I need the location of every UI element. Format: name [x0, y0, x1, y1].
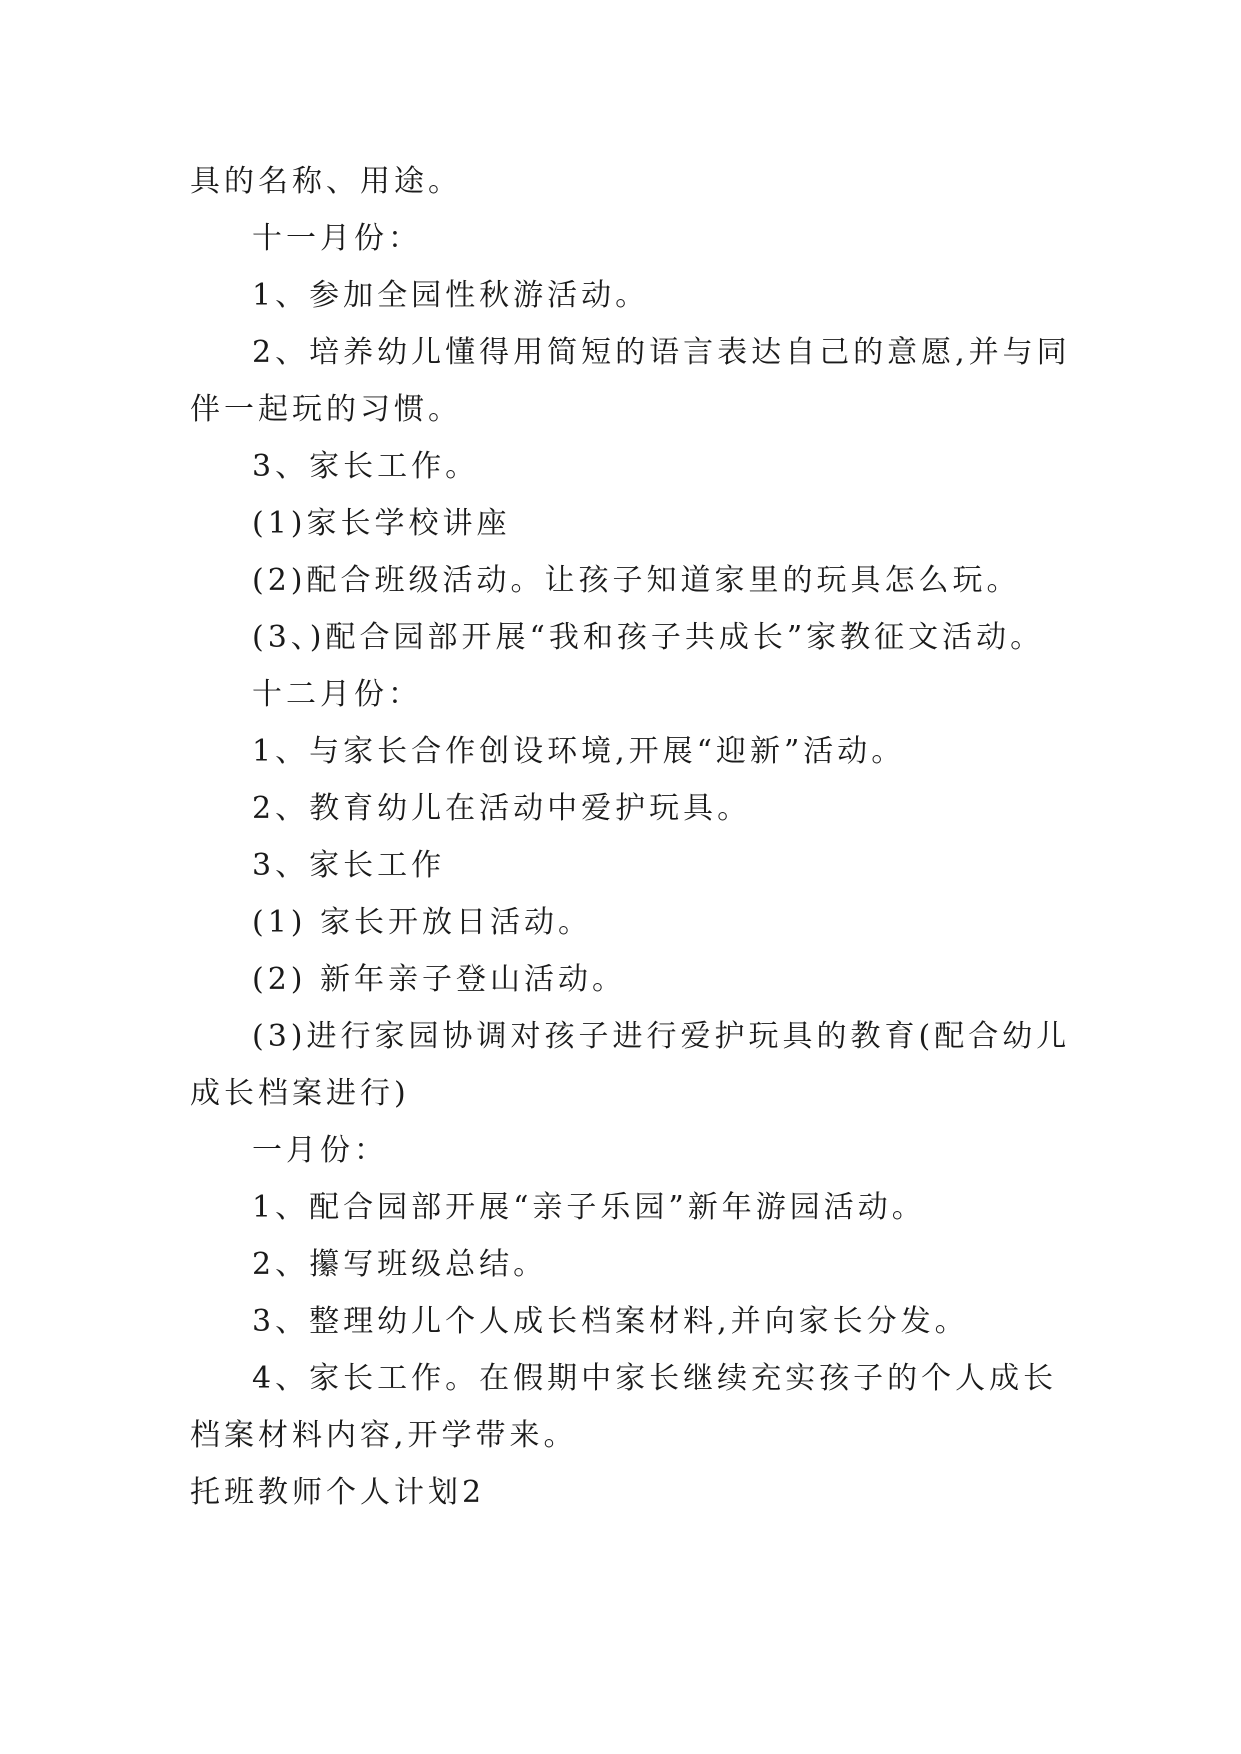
document-title: 托班教师个人计划2 [190, 1475, 486, 1510]
paragraph-line: 档案材料内容,开学带来。 [190, 1418, 578, 1453]
sub-item: (3)进行家园协调对孩子进行爱护玩具的教育(配合幼儿 [252, 1019, 1071, 1054]
paragraph-line: 伴一起玩的习惯。 [190, 392, 462, 427]
list-item: 2、教育幼儿在活动中爱护玩具。 [252, 791, 752, 826]
list-item: 1、与家长合作创设环境,开展“迎新”活动。 [252, 734, 906, 769]
sub-item: (2) 新年亲子登山活动。 [252, 962, 627, 997]
list-item: 4、家长工作。在假期中家长继续充实孩子的个人成长 [252, 1361, 1058, 1396]
section-heading-january: 一月份： [252, 1133, 388, 1168]
section-heading-december: 十二月份： [252, 677, 422, 712]
sub-item: (2)配合班级活动。让孩子知道家里的玩具怎么玩。 [252, 563, 1021, 598]
list-item: 1、参加全园性秋游活动。 [252, 278, 650, 313]
list-item: 3、家长工作 [252, 848, 446, 883]
paragraph-line: 成长档案进行) [190, 1076, 410, 1111]
sub-item: (1)家长学校讲座 [252, 506, 511, 541]
list-item: 3、家长工作。 [252, 449, 480, 484]
list-item: 3、整理幼儿个人成长档案材料,并向家长分发。 [252, 1304, 969, 1339]
list-item: 1、配合园部开展“亲子乐园”新年游园活动。 [252, 1190, 926, 1225]
list-item: 2、攥写班级总结。 [252, 1247, 548, 1282]
sub-item: (3、)配合园部开展“我和孩子共成长”家教征文活动。 [252, 620, 1045, 655]
paragraph-line: 具的名称、用途。 [190, 164, 462, 199]
section-heading-november: 十一月份： [252, 221, 422, 256]
sub-item: (1) 家长开放日活动。 [252, 905, 593, 940]
list-item: 2、培养幼儿懂得用简短的语言表达自己的意愿,并与同 [252, 335, 1071, 370]
